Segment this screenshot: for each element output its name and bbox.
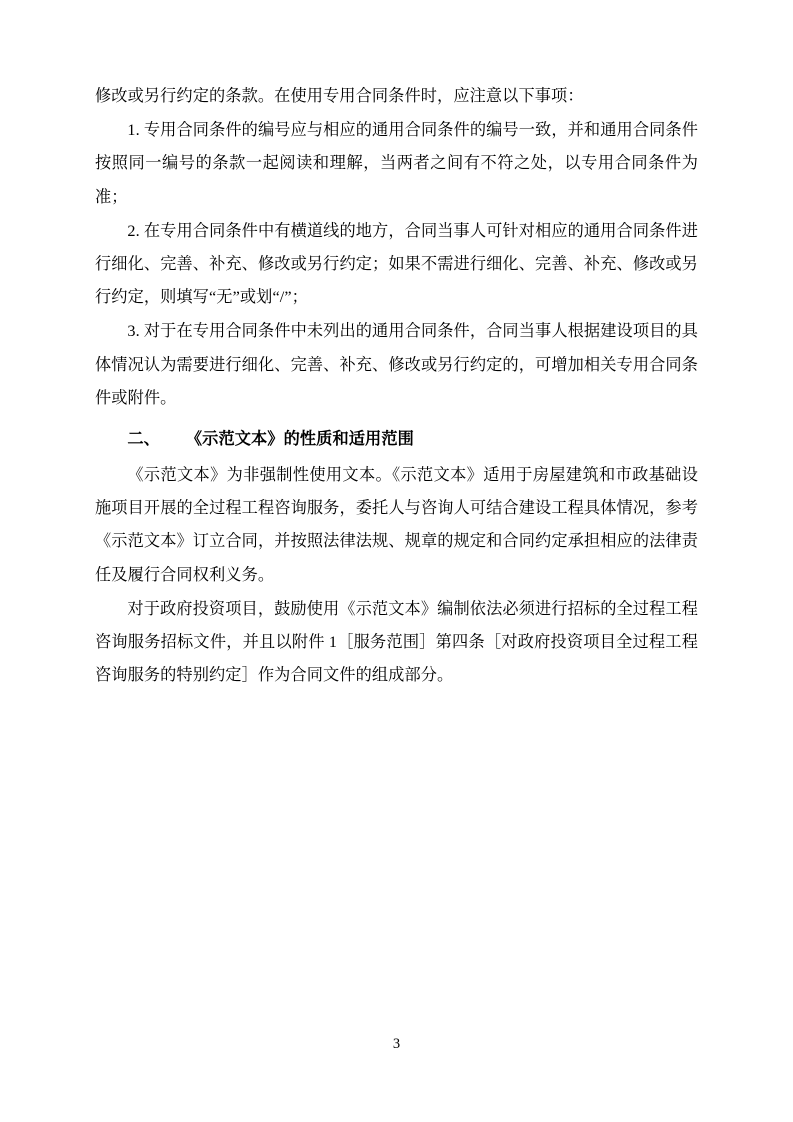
paragraph-item-1: 1. 专用合同条件的编号应与相应的通用合同条件的编号一致，并和通用合同条件按照同一编号的条款一起阅读和理解，当两者之间有不符之处，以专用合同条件为准； bbox=[95, 120, 698, 206]
page-number: 3 bbox=[392, 1036, 401, 1052]
section-heading-number: 二、 bbox=[127, 430, 160, 449]
paragraph-scope-2: 对于政府投资项目，鼓励使用《示范文本》编制依法必须进行招标的全过程工程咨询服务招标文件，并且以附件 1［服务范围］第四条［对政府投资项目全过程工程咨询服务的特别约定］作为合同文件的组成部分。 bbox=[95, 599, 698, 685]
paragraph-scope-1: 《示范文本》为非强制性使用文本。《示范文本》适用于房屋建筑和市政基础设施项目开展的全过程工程咨询服务，委托人与咨询人可结合建设工程具体情况，参考《示范文本》订立合同，并按照法律法规、规章的规定和合同约定承担相应的法律责任及履行合同权利义务。 bbox=[95, 465, 698, 584]
page-body bbox=[95, 80, 698, 693]
section-heading-title: 《示范文本》的性质和适用范围 bbox=[185, 430, 414, 449]
section-heading bbox=[95, 423, 698, 456]
paragraph-item-3: 3. 对于在专用合同条件中未列出的通用合同条件，合同当事人根据建设项目的具体情况认为需要进行细化、完善、补充、修改或另行约定的，可增加相关专用合同条件或附件。 bbox=[95, 322, 698, 407]
paragraph-item-2: 2. 在专用合同条件中有横道线的地方，合同当事人可针对相应的通用合同条件进行细化、完善、补充、修改或另行约定；如果不需进行细化、完善、补充、修改或另行约定，则填写“无”或划“/”； bbox=[95, 221, 698, 307]
paragraph-intro: 修改或另行约定的条款。在使用专用合同条件时，应注意以下事项： bbox=[95, 87, 584, 105]
